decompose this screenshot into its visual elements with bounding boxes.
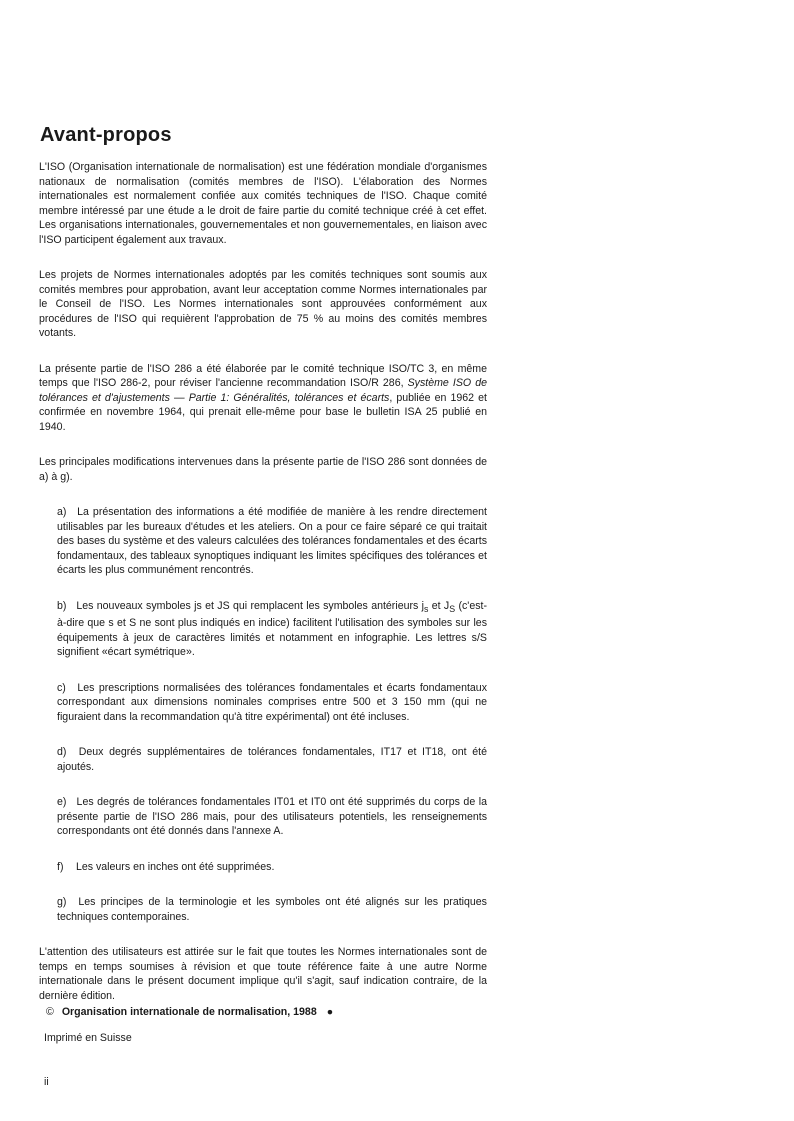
list-item [57, 681, 487, 725]
paragraph-modifications-intro: Les principales modifications intervenues dans la présente partie de l'ISO 286 sont données de a) à g). [39, 456, 487, 483]
paragraph-revision-notice: L'attention des utilisateurs est attirée sur le fait que toutes les Normes internationales sont de temps en temps soumises à révision et que toute référence faite à une autre Norme internationale dans le présent document implique qu'il s'agit, sauf indication contraire, de la dernière édition. [39, 946, 487, 1002]
origin-title-italic: Système ISO de tolérances et d'ajustements — Partie 1: Généralités, tolérances et écarts [39, 377, 487, 404]
origin-text-end: , publiée en 1962 et confirmée en novembre 1964, qui prenait elle-même pour base le bulletin ISA 25 publié en 1940. [39, 391, 487, 433]
paragraph-approval: Les projets de Normes internationales adoptés par les comités techniques sont soumis aux comités membres pour approbation, avant leur acceptation comme Normes internationales par le Conseil de l'ISO. Les Normes internationales sont approuvées conformément aux procédures de l'ISO qui requièrent l'approbation de 75 % au moins des comités membres votants. [39, 269, 487, 339]
paragraph-iso-intro: L'ISO (Organisation internationale de normalisation) est une fédération mondiale d'organismes nationaux de normalisation (comités membres de l'ISO). L'élaboration des Normes internationales est normalement confiée aux comités techniques de l'ISO. Chaque comité membre intéressé par une étude a le droit de faire partie du comité technique créé à cet effet. Les organisations internationales, gouvernementales et non gouvernementales, en liaison avec l'ISO participent également aux travaux. [39, 161, 487, 246]
list-item [57, 860, 487, 875]
list-item [57, 795, 487, 839]
list-label: b) [57, 599, 67, 612]
list-text-mid: et J [428, 599, 450, 612]
copyright-text: Organisation internationale de normalisation, 1988 [61, 1006, 317, 1018]
printed-in: Imprimé en Suisse [44, 1032, 132, 1044]
list-text: La présentation des informations a été modifiée de manière à les rendre directement utilisables par les bureaux d'études et les ateliers. On a pour ce faire séparé ce qui traitait des bases du système et des valeurs calculées des tolérances fondamentales et des écarts fondamentaux, des tableaux synoptiques indiquant les limites spécifiques des tolérances et écarts les plus communément rencontrés. [57, 506, 487, 576]
list-label: a) [57, 506, 67, 518]
list-text: Deux degrés supplémentaires de tolérances fondamentales, IT17 et IT18, ont été ajoutés. [57, 746, 488, 773]
list-text: Les degrés de tolérances fondamentales IT01 et IT0 ont été supprimés du corps de la présente partie de l'ISO 286 mais, pour des utilisateurs potentiels, les renseignements correspondants ont été donnés dans l'annexe A. [57, 796, 487, 838]
page-title: Avant-propos [40, 124, 172, 146]
copyright-icon: © [46, 1006, 54, 1018]
list-label: e) [57, 796, 67, 809]
bullet-icon: ● [326, 1006, 334, 1018]
foreword-body [39, 160, 487, 1024]
modifications-list [39, 505, 487, 924]
list-text-pre: Les nouveaux symboles js et JS qui remplacent les symboles antérieurs j [76, 599, 424, 612]
list-text: Les valeurs en inches ont été supprimées. [75, 860, 275, 873]
paragraph-origin [39, 362, 487, 435]
list-label: f) [57, 860, 64, 873]
list-item [57, 895, 487, 924]
copyright-line [46, 1006, 333, 1018]
list-label: d) [57, 746, 67, 759]
list-label: g) [57, 896, 67, 909]
list-item [57, 745, 487, 774]
list-label: c) [57, 681, 66, 694]
page-number: ii [44, 1076, 49, 1088]
origin-text-start: La présente partie de l'ISO 286 a été élaborée par le comité technique ISO/TC 3, en même temps que l'ISO 286-2, pour réviser l'ancienne recommandation ISO/R 286, [39, 362, 487, 389]
subscript-s: s [424, 603, 429, 614]
list-text: Les prescriptions normalisées des tolérances fondamentales et écarts fondamentaux correspondant aux dimensions nominales comprises entre 500 et 3 150 mm (qui ne figuraient dans la recommandation qu'à titre expérimental) ont été incluses. [57, 681, 487, 723]
list-item [57, 505, 487, 578]
list-text: Les principes de la terminologie et les symboles ont été alignés sur les pratiques techniques contemporaines. [57, 896, 487, 923]
subscript-S: S [449, 603, 456, 614]
list-text-post: (c'est-à-dire que s et S ne sont plus indiqués en indice) facilitent l'utilisation des symboles sur les équipements à jeux de caractères limités et notamment en infographie. Les lettres s/S signifient «écart symétrique». [57, 599, 487, 659]
list-item [57, 599, 487, 660]
